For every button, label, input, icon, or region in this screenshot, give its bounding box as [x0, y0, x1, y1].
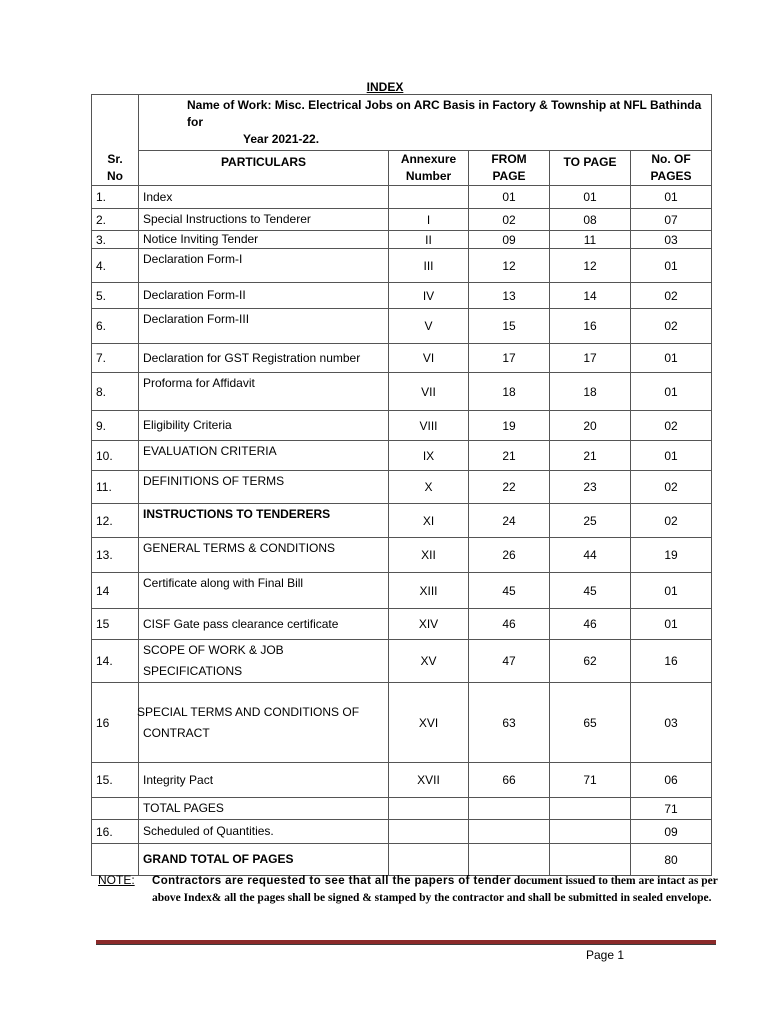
table-row	[92, 209, 712, 231]
cell-to-blank	[550, 820, 631, 844]
cell-annexure: XVI	[389, 683, 469, 763]
grand-total-row	[92, 844, 712, 876]
cell-from-page: 12	[469, 249, 550, 283]
note-text	[152, 873, 722, 907]
table-row	[92, 249, 712, 283]
cell-no-of-pages: 01	[631, 573, 712, 609]
cell-to-page: 20	[550, 411, 631, 441]
cell-annexure: VII	[389, 373, 469, 411]
particulars-text: Integrity Pact	[143, 772, 214, 787]
cell-sr: 14.	[92, 640, 139, 683]
cell-to-page: 23	[550, 471, 631, 504]
particulars-text: Index	[143, 189, 173, 204]
cell-annexure-blank	[389, 844, 469, 876]
particulars-text: EVALUATION CRITERIA	[143, 444, 277, 458]
footer-rule	[96, 940, 716, 945]
cell-sr: 14	[92, 573, 139, 609]
cell-from-page: 47	[469, 640, 550, 683]
cell-annexure: X	[389, 471, 469, 504]
particulars-text: Declaration Form-II	[143, 288, 246, 302]
cell-annexure: XVII	[389, 763, 469, 798]
cell-particulars	[139, 441, 389, 471]
note-label: NOTE:	[98, 873, 135, 887]
cell-sr: 12.	[92, 504, 139, 538]
table-row	[92, 309, 712, 344]
cell-no-of-pages: 01	[631, 373, 712, 411]
cell-from-blank	[469, 798, 550, 820]
table-row	[92, 538, 712, 573]
particulars-text: Declaration Form-I	[143, 252, 243, 266]
cell-from-page: 46	[469, 609, 550, 640]
cell-to-page: 14	[550, 283, 631, 309]
header-to-page: TO PAGE	[550, 151, 631, 186]
total-pages-row	[92, 798, 712, 820]
cell-annexure: XIV	[389, 609, 469, 640]
cell-to-page: 46	[550, 609, 631, 640]
header-particulars: PARTICULARS	[139, 151, 389, 186]
cell-particulars	[139, 186, 389, 209]
particulars-text: Proforma for Affidavit	[143, 376, 255, 390]
table-row	[92, 504, 712, 538]
header-row	[92, 151, 712, 186]
header-sr-top: Sr.	[107, 151, 123, 166]
cell-particulars	[139, 538, 389, 573]
table-row	[92, 231, 712, 249]
scheduled-quantities-row	[92, 820, 712, 844]
header-annexure	[389, 151, 469, 186]
cell-no-of-pages: 02	[631, 411, 712, 441]
table-row	[92, 441, 712, 471]
table-row	[92, 683, 712, 763]
cell-particulars	[139, 344, 389, 373]
cell-no-of-pages: 02	[631, 309, 712, 344]
cell-from-page: 09	[469, 231, 550, 249]
cell-particulars	[139, 640, 389, 683]
header-pages-top: No. OF	[651, 152, 691, 166]
cell-sr	[92, 798, 139, 820]
cell-to-blank	[550, 844, 631, 876]
cell-annexure: II	[389, 231, 469, 249]
header-sr-bottom: No	[107, 168, 123, 183]
table-row	[92, 763, 712, 798]
cell-annexure: XIII	[389, 573, 469, 609]
cell-sr: 2.	[92, 209, 139, 231]
particulars-text: DEFINITIONS OF TERMS	[143, 474, 285, 488]
cell-sr: 16	[92, 683, 139, 763]
cell-particulars	[139, 209, 389, 231]
particulars-text: Declaration for GST Registration number	[143, 350, 361, 365]
particulars-text: SPECIAL TERMS AND CONDITIONS OF	[137, 704, 360, 719]
particulars-text: CISF Gate pass clearance certificate	[143, 616, 339, 631]
particulars-text: GENERAL TERMS & CONDITIONS	[143, 541, 336, 555]
cell-to-page: 16	[550, 309, 631, 344]
header-from-page	[469, 151, 550, 186]
cell-no-of-pages: 16	[631, 640, 712, 683]
cell-from-page: 45	[469, 573, 550, 609]
table-row	[92, 411, 712, 441]
cell-sr	[92, 844, 139, 876]
table-row	[92, 373, 712, 411]
particulars-text: Notice Inviting Tender	[143, 232, 259, 246]
cell-annexure: IV	[389, 283, 469, 309]
cell-annexure: I	[389, 209, 469, 231]
particulars-text: Certificate along with Final Bill	[143, 576, 304, 590]
cell-annexure: XII	[389, 538, 469, 573]
cell-annexure: VI	[389, 344, 469, 373]
cell-no-of-pages: 19	[631, 538, 712, 573]
particulars-text: Special Instructions to Tenderer	[143, 212, 311, 226]
cell-no-of-pages: 06	[631, 763, 712, 798]
cell-from-page: 13	[469, 283, 550, 309]
cell-sr: 3.	[92, 231, 139, 249]
work-name	[139, 95, 712, 151]
note-rest: document issued to them are intact as per above Index& all the pages shall be signed & stamped by the contractor and shall be submitted in sealed envelope.	[152, 875, 718, 904]
cell-no-of-pages: 01	[631, 441, 712, 471]
work-name-row	[92, 95, 712, 151]
cell-particulars	[139, 411, 389, 441]
work-name-line2: Year 2021-22.	[243, 132, 320, 146]
table-row	[92, 344, 712, 373]
cell-from-page: 01	[469, 186, 550, 209]
cell-particulars	[139, 763, 389, 798]
cell-particulars	[139, 231, 389, 249]
cell-annexure: VIII	[389, 411, 469, 441]
cell-to-page: 21	[550, 441, 631, 471]
cell-annexure: V	[389, 309, 469, 344]
table-row	[92, 573, 712, 609]
cell-from-page: 63	[469, 683, 550, 763]
table-row	[92, 186, 712, 209]
cell-particulars	[139, 683, 389, 763]
cell-annexure: IX	[389, 441, 469, 471]
index-table-body	[92, 95, 712, 876]
cell-sr: 15.	[92, 763, 139, 798]
cell-annexure: XI	[389, 504, 469, 538]
cell-particulars	[139, 373, 389, 411]
cell-annexure: XV	[389, 640, 469, 683]
cell-sr: 1.	[92, 186, 139, 209]
table-row	[92, 640, 712, 683]
cell-from-page: 17	[469, 344, 550, 373]
cell-label: GRAND TOTAL OF PAGES	[139, 844, 389, 876]
cell-from-page: 02	[469, 209, 550, 231]
cell-to-page: 18	[550, 373, 631, 411]
cell-annexure	[389, 186, 469, 209]
particulars-text: Eligibility Criteria	[143, 418, 232, 432]
index-table	[91, 94, 712, 876]
cell-from-page: 26	[469, 538, 550, 573]
cell-sr: 9.	[92, 411, 139, 441]
cell-label: TOTAL PAGES	[139, 798, 389, 820]
cell-annexure-blank	[389, 798, 469, 820]
cell-annexure-blank	[389, 820, 469, 844]
cell-particulars	[139, 283, 389, 309]
header-sr	[92, 151, 139, 186]
cell-to-page: 01	[550, 186, 631, 209]
cell-to-page: 44	[550, 538, 631, 573]
cell-from-page: 22	[469, 471, 550, 504]
cell-no-of-pages: 02	[631, 504, 712, 538]
cell-to-blank	[550, 798, 631, 820]
cell-label: Scheduled of Quantities.	[139, 820, 389, 844]
cell-no-of-pages: 01	[631, 186, 712, 209]
cell-from-page: 15	[469, 309, 550, 344]
cell-particulars	[139, 249, 389, 283]
cell-to-page: 12	[550, 249, 631, 283]
cell-from-page: 18	[469, 373, 550, 411]
cell-from-page: 24	[469, 504, 550, 538]
cell-no-of-pages: 01	[631, 609, 712, 640]
cell-sr: 13.	[92, 538, 139, 573]
cell-no-of-pages: 01	[631, 249, 712, 283]
cell-from-page: 21	[469, 441, 550, 471]
cell-particulars	[139, 573, 389, 609]
cell-to-page: 08	[550, 209, 631, 231]
cell-from-page: 66	[469, 763, 550, 798]
cell-no-of-pages: 02	[631, 471, 712, 504]
sr-header-blank	[92, 95, 139, 151]
cell-sr: 10.	[92, 441, 139, 471]
particulars-text: INSTRUCTIONS TO TENDERERS	[143, 507, 331, 521]
table-row	[92, 609, 712, 640]
table-row	[92, 471, 712, 504]
cell-no-of-pages: 01	[631, 344, 712, 373]
cell-particulars	[139, 609, 389, 640]
cell-to-page: 11	[550, 231, 631, 249]
cell-particulars	[139, 504, 389, 538]
cell-to-page: 25	[550, 504, 631, 538]
cell-no-of-pages: 07	[631, 209, 712, 231]
cell-sr: 5.	[92, 283, 139, 309]
cell-pages-value: 71	[631, 798, 712, 820]
cell-particulars	[139, 309, 389, 344]
cell-to-page: 62	[550, 640, 631, 683]
cell-sr: 15	[92, 609, 139, 640]
note-lead: Contractors are requested to see that all the papers of tender	[152, 875, 512, 887]
cell-annexure: III	[389, 249, 469, 283]
cell-to-page: 45	[550, 573, 631, 609]
particulars-text-line2: SPECIFICATIONS	[143, 664, 243, 678]
particulars-text: SCOPE OF WORK & JOB	[143, 643, 284, 657]
cell-pages-value: 80	[631, 844, 712, 876]
cell-sr: 7.	[92, 344, 139, 373]
index-title: INDEX	[366, 80, 404, 94]
cell-no-of-pages: 03	[631, 683, 712, 763]
header-annexure-bottom: Number	[405, 169, 452, 183]
table-row	[92, 283, 712, 309]
cell-to-page: 71	[550, 763, 631, 798]
header-pages-bottom: PAGES	[650, 169, 692, 183]
work-name-line1: Name of Work: Misc. Electrical Jobs on ARC Basis in Factory & Township at NFL Bathinda for	[187, 98, 702, 129]
page-number: Page 1	[586, 948, 625, 962]
cell-sr: 6.	[92, 309, 139, 344]
header-from-top: FROM	[491, 152, 527, 166]
cell-pages-value: 09	[631, 820, 712, 844]
header-annexure-top: Annexure	[400, 152, 457, 166]
cell-no-of-pages: 02	[631, 283, 712, 309]
cell-to-page: 65	[550, 683, 631, 763]
cell-sr: 4.	[92, 249, 139, 283]
cell-no-of-pages: 03	[631, 231, 712, 249]
particulars-text-line2: CONTRACT	[143, 725, 210, 740]
cell-to-page: 17	[550, 344, 631, 373]
header-no-of-pages	[631, 151, 712, 186]
cell-from-page: 19	[469, 411, 550, 441]
cell-sr: 16.	[92, 820, 139, 844]
cell-from-blank	[469, 820, 550, 844]
header-from-bottom: PAGE	[492, 169, 526, 183]
cell-from-blank	[469, 844, 550, 876]
cell-sr: 8.	[92, 373, 139, 411]
cell-sr: 11.	[92, 471, 139, 504]
cell-particulars	[139, 471, 389, 504]
particulars-text: Declaration Form-III	[143, 312, 250, 326]
